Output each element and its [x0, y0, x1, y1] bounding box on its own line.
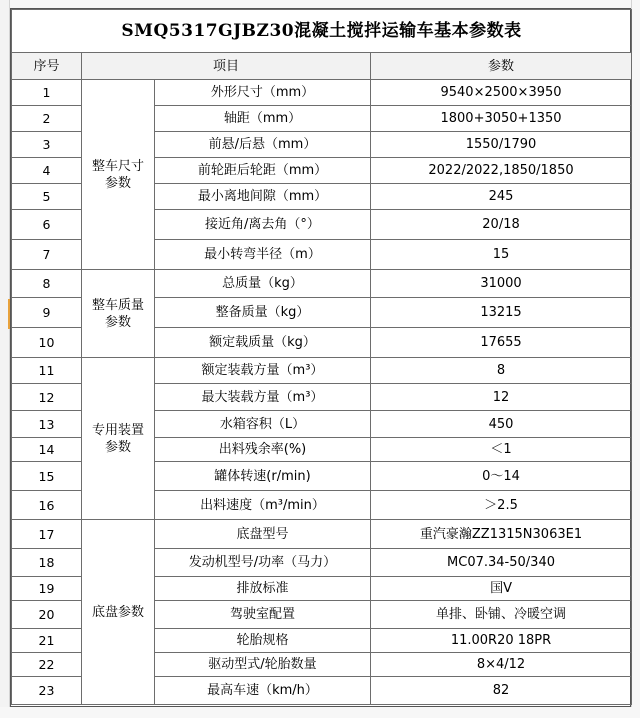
row-value: 0～14	[371, 462, 632, 491]
row-item: 出料残余率(%)	[155, 438, 371, 462]
row-number: 8	[12, 270, 82, 298]
row-item: 最高车速（km/h）	[155, 677, 371, 705]
row-value: 82	[371, 677, 632, 705]
row-number: 2	[12, 106, 82, 132]
row-number: 17	[12, 520, 82, 549]
row-value: 11.00R20 18PR	[371, 629, 632, 653]
row-value: 245	[371, 184, 632, 210]
row-header-strip	[0, 0, 10, 718]
row-item: 最大装载方量（m³）	[155, 384, 371, 411]
row-item: 驾驶室配置	[155, 601, 371, 629]
row-value: 1550/1790	[371, 132, 632, 158]
row-number: 7	[12, 240, 82, 270]
row-item: 最小离地间隙（mm）	[155, 184, 371, 210]
row-item: 轮胎规格	[155, 629, 371, 653]
row-item: 总质量（kg）	[155, 270, 371, 298]
row-number: 23	[12, 677, 82, 705]
header-index: 序号	[12, 53, 82, 80]
row-number: 13	[12, 411, 82, 438]
row-number: 4	[12, 158, 82, 184]
table-row	[12, 270, 632, 298]
row-item: 整备质量（kg）	[155, 298, 371, 328]
row-item: 额定载质量（kg）	[155, 328, 371, 358]
row-number: 18	[12, 549, 82, 577]
sheet-grid-bottom	[0, 707, 640, 718]
row-value: 单排、卧铺、冷暖空调	[371, 601, 632, 629]
row-value: 8	[371, 358, 632, 384]
row-value: 国Ⅴ	[371, 577, 632, 601]
header-item: 项目	[82, 53, 371, 80]
row-number: 20	[12, 601, 82, 629]
table-row	[12, 358, 632, 384]
table-row	[12, 520, 632, 549]
row-item: 接近角/离去角（°）	[155, 210, 371, 240]
header-value: 参数	[371, 53, 632, 80]
row-number: 22	[12, 653, 82, 677]
row-number: 6	[12, 210, 82, 240]
row-number: 10	[12, 328, 82, 358]
row-item: 最小转弯半径（m）	[155, 240, 371, 270]
group-label-dimensions: 整车尺寸参数	[82, 80, 155, 270]
row-value: 15	[371, 240, 632, 270]
row-number: 15	[12, 462, 82, 491]
parameter-table	[11, 9, 632, 705]
row-number: 9	[12, 298, 82, 328]
parameter-sheet	[10, 8, 631, 707]
row-value: 重汽豪瀚ZZ1315N3063E1	[371, 520, 632, 549]
group-label-special-equipment: 专用装置参数	[82, 358, 155, 520]
header-row	[12, 53, 632, 80]
row-value: 20/18	[371, 210, 632, 240]
row-value: ＜1	[371, 438, 632, 462]
table-title: SMQ5317GJBZ30混凝土搅拌运输车基本参数表	[12, 10, 632, 53]
row-item: 额定装载方量（m³）	[155, 358, 371, 384]
row-number: 3	[12, 132, 82, 158]
row-item: 底盘型号	[155, 520, 371, 549]
sheet-grid-right	[631, 0, 640, 718]
row-item: 外形尺寸（mm）	[155, 80, 371, 106]
row-item: 驱动型式/轮胎数量	[155, 653, 371, 677]
row-number: 21	[12, 629, 82, 653]
row-item: 罐体转速(r/min)	[155, 462, 371, 491]
row-item: 排放标准	[155, 577, 371, 601]
row-value: MC07.34-50/340	[371, 549, 632, 577]
row-item: 前轮距后轮距（mm）	[155, 158, 371, 184]
row-value: 12	[371, 384, 632, 411]
row-value: 2022/2022,1850/1850	[371, 158, 632, 184]
row-number: 12	[12, 384, 82, 411]
row-item: 发动机型号/功率（马力）	[155, 549, 371, 577]
row-number: 11	[12, 358, 82, 384]
row-value: 31000	[371, 270, 632, 298]
row-number: 16	[12, 491, 82, 520]
row-number: 1	[12, 80, 82, 106]
row-value: 13215	[371, 298, 632, 328]
row-number: 14	[12, 438, 82, 462]
row-number: 19	[12, 577, 82, 601]
row-item: 前悬/后悬（mm）	[155, 132, 371, 158]
sheet-grid-top	[0, 0, 640, 8]
group-label-chassis: 底盘参数	[82, 520, 155, 705]
row-value: ＞2.5	[371, 491, 632, 520]
row-value: 1800+3050+1350	[371, 106, 632, 132]
row-value: 8×4/12	[371, 653, 632, 677]
row-value: 9540×2500×3950	[371, 80, 632, 106]
row-item: 出料速度（m³/min）	[155, 491, 371, 520]
row-item: 水箱容积（L）	[155, 411, 371, 438]
row-item: 轴距（mm）	[155, 106, 371, 132]
row-value: 17655	[371, 328, 632, 358]
group-label-mass: 整车质量参数	[82, 270, 155, 358]
row-number: 5	[12, 184, 82, 210]
table-row	[12, 80, 632, 106]
row-value: 450	[371, 411, 632, 438]
